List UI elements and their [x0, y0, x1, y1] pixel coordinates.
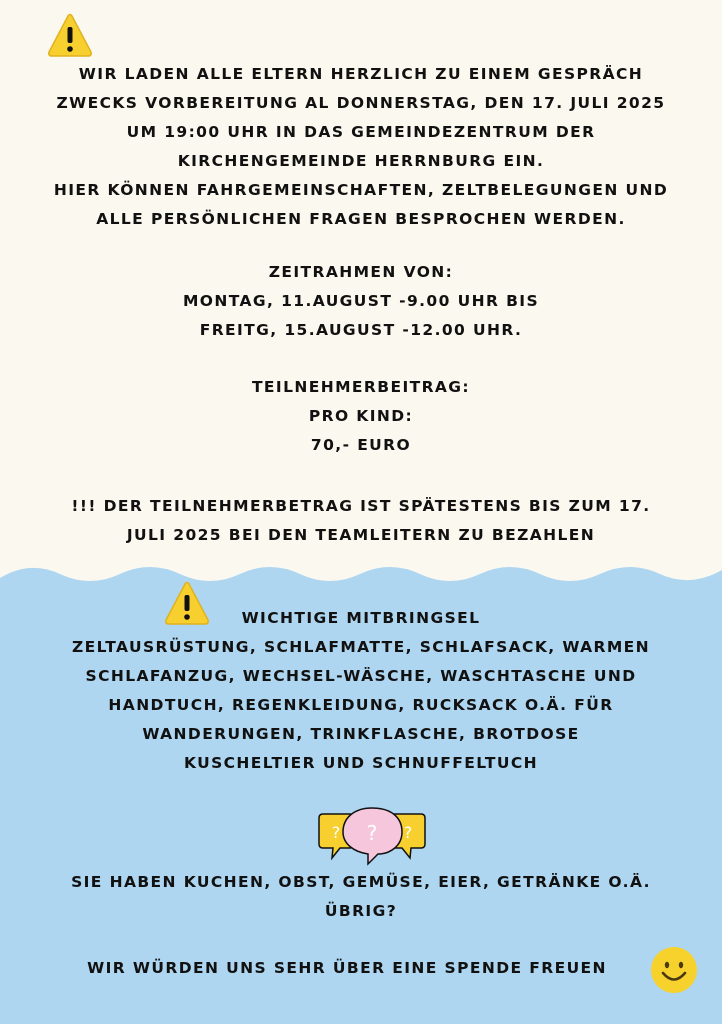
donation-line: WIR WÜRDEN UNS SEHR ÜBER EINE SPENDE FREUEN — [87, 959, 607, 977]
donation-text — [0, 954, 708, 983]
invitation-line: HIER KÖNNEN FAHRGEMEINSCHAFTEN, ZELTBELEGUNGEN UND — [53, 181, 669, 199]
packing-item-line: HANDTUCH, REGENKLEIDUNG, RUCKSACK O.Ä. FÜR — [108, 696, 614, 714]
invitation-line: WIR LADEN ALLE ELTERN HERZLICH ZU EINEM GESPRÄCH — [78, 65, 644, 83]
timeframe-heading: ZEITRAHMEN VON: — [268, 263, 454, 281]
timeframe-text — [0, 258, 722, 345]
question-bubbles-icon — [316, 806, 428, 868]
invitation-line: KIRCHENGEMEINDE HERRNBURG EIN. — [177, 152, 545, 170]
leftovers-line: ÜBRIG? — [324, 902, 398, 920]
invitation-text — [0, 60, 722, 234]
packing-item-line: KUSCHELTIER UND SCHNUFFELTUCH — [183, 754, 539, 772]
payment-note — [0, 492, 722, 550]
fee-text — [0, 373, 722, 460]
leftovers-text — [0, 868, 722, 926]
packing-item-line: WANDERUNGEN, TRINKFLASCHE, BROTDOSE — [142, 725, 580, 743]
svg-text:?: ? — [403, 823, 413, 842]
svg-text:?: ? — [366, 821, 378, 845]
payment-note-line: !!! DER TEILNEHMERBETRAG IST SPÄTESTENS BIS ZUM 17. — [71, 497, 651, 515]
packing-item-line: ZELTAUSRÜSTUNG, SCHLAFMATTE, SCHLAFSACK, WARMEN — [71, 638, 651, 656]
svg-text:?: ? — [331, 823, 341, 842]
smiley-icon — [650, 946, 698, 994]
packing-heading: WICHTIGE MITBRINGSEL — [241, 609, 481, 627]
invitation-line: UM 19:00 UHR IN DAS GEMEINDEZENTRUM DER — [126, 123, 596, 141]
invitation-line: ALLE PERSÖNLICHEN FRAGEN BESPROCHEN WERDEN. — [96, 210, 626, 228]
packing-item-line: SCHLAFANZUG, WECHSEL-WÄSCHE, WASCHTASCHE UND — [85, 667, 637, 685]
packing-list — [0, 604, 722, 778]
timeframe-start: MONTAG, 11.AUGUST -9.00 UHR BIS — [182, 292, 540, 310]
fee-heading: TEILNEHMERBEITRAG: — [251, 378, 471, 396]
fee-amount: 70,- EURO — [310, 436, 412, 454]
warning-icon — [47, 12, 93, 58]
invitation-line: ZWECKS VORBEREITUNG AL DONNERSTAG, DEN 17. JULI 2025 — [56, 94, 666, 112]
payment-note-line: JULI 2025 BEI DEN TEAMLEITERN ZU BEZAHLEN — [126, 526, 596, 544]
fee-per-child: PRO KIND: — [308, 407, 414, 425]
leftovers-line: SIE HABEN KUCHEN, OBST, GEMÜSE, EIER, GETRÄNKE O.Ä. — [71, 873, 651, 891]
timeframe-end: FREITG, 15.AUGUST -12.00 UHR. — [199, 321, 523, 339]
